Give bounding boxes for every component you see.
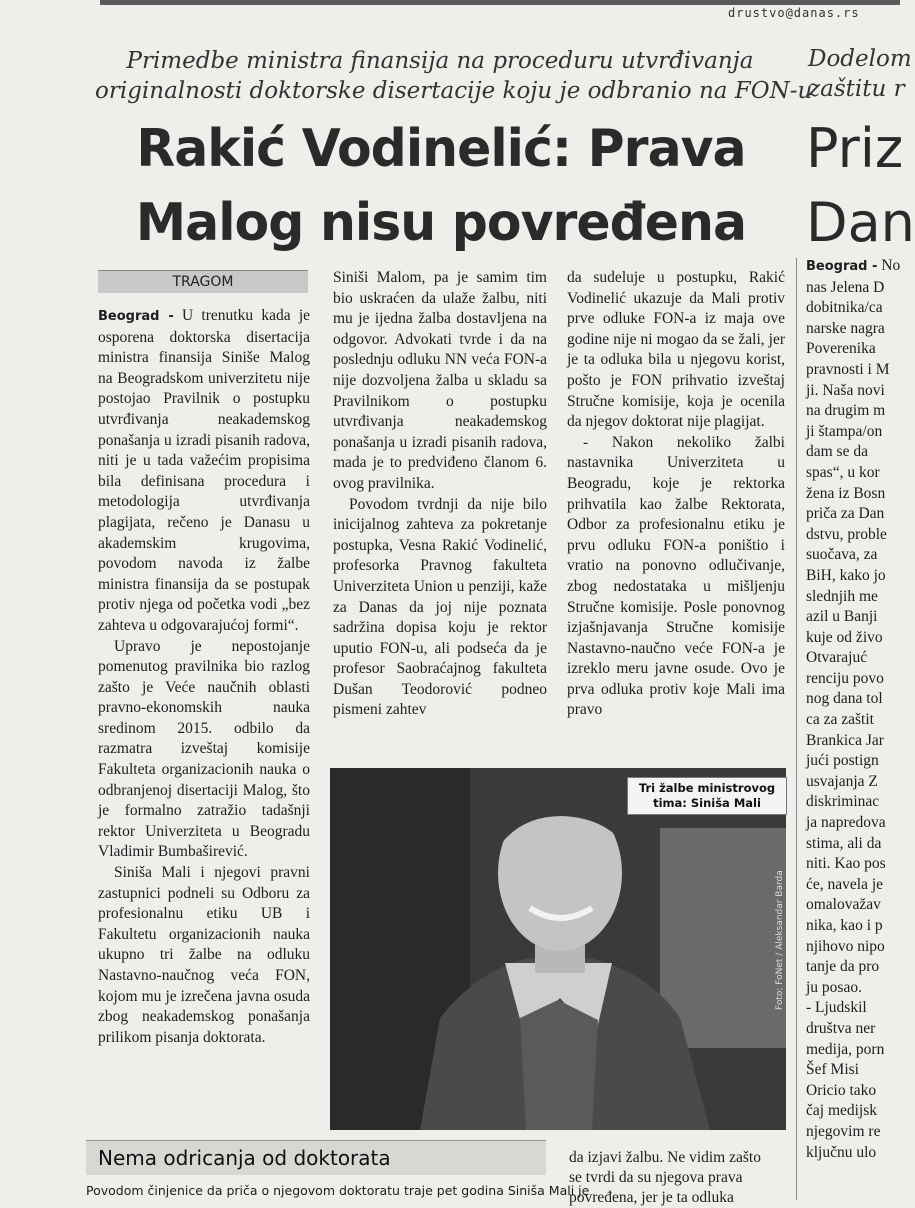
side-text-line: Otvarajuć — [806, 649, 868, 667]
article-photo — [330, 768, 786, 1130]
side-text-line: nika, kao i p — [806, 917, 883, 934]
paragraph: Siniša Mali i njegovi pravni zastupnici podneli su Odboru za profesionalnu etiku UB i Fakultetu organizacionih nauka ukupno tri žalbe na odluku Nastavno-naučnog veća FON, kojom mu je izrečena javna osuda zbog neakademskog ponašanja prilikom pisanja doktorata. — [98, 864, 310, 1046]
side-text-line: suočava, za — [806, 546, 878, 564]
article-column-2 — [333, 268, 547, 721]
side-text-line: čaj medijsk — [806, 1102, 878, 1120]
side-text-line: omalovažav — [806, 896, 881, 914]
side-text-line: žena iz Bosn — [806, 484, 886, 502]
article-kicker — [95, 46, 813, 106]
portrait-illustration — [330, 768, 786, 1130]
side-text-line: ji. Naša novi — [806, 381, 885, 399]
column-divider — [796, 258, 797, 1200]
paragraph — [98, 306, 310, 637]
side-text-line: društva ner — [806, 1019, 876, 1037]
side-text-line: jući postign — [806, 752, 879, 770]
paragraph: Upravo je nepostojanje pomenutog pravilnika bio razlog zašto je Veće naučnih oblasti pravno-ekonomskih nauka sredinom 2015. odbilo da razmatra izveštaj komisije Fakulteta organizacionih nauka o odbranjenoj disertaciji Malog, što je formalno zatražio tadašnji rektor Univerziteta u Beogradu Vladimir Bumbaširević. — [98, 637, 310, 861]
side-headline-line: Dan — [806, 191, 915, 254]
paragraph-text: U trenutku kada je osporena doktorska disertacija ministra finansija Siniše Malog na Beogradskom univerzitetu nije postojao Pravilnik o postupku utvrđivanja neakademskog ponašanja u izradi pisanih radova, niti je u tada važećim propisima bila definisana procedura i metodologija utvrđivanja plagijata, rečeno je Danasu u akademskim krugovima, povodom navoda iz žalbe ministra finansija da se postupak protiv njega od početka vodi „bez zahteva u odgovarajućoj formi“. — [98, 307, 311, 634]
side-text-line: narske nagra — [806, 319, 885, 337]
side-text-line: renciju povo — [806, 669, 884, 687]
article-column-3 — [567, 268, 785, 721]
section-email: drustvo@danas.rs — [728, 6, 860, 20]
side-article-kicker — [808, 44, 912, 104]
top-rule — [100, 0, 900, 5]
side-text-line: priča za Dan — [806, 505, 885, 523]
side-text-line: ja napredova — [806, 814, 886, 832]
side-text-line: Poverenika — [806, 340, 876, 358]
side-text-line: ji štampa/on — [806, 422, 883, 440]
side-text-line: tanje da pro — [806, 958, 880, 976]
box-subheading — [86, 1140, 546, 1175]
side-text-line: usvajanja Z — [806, 772, 878, 790]
text-line: se tvrdi da su njegova prava — [569, 1169, 743, 1186]
kicker-line: originalnosti doktorske disertacije koju je odbranio na FON-u — [95, 78, 813, 104]
side-text-line: niti. Kao pos — [806, 855, 886, 873]
article-column-1 — [98, 306, 310, 1048]
text-line: povređena, jer je ta odluka — [569, 1189, 734, 1206]
text-line: da izjavi žalbu. Ne vidim zašto — [569, 1149, 761, 1166]
side-article-headline — [806, 112, 915, 260]
side-article-column — [806, 256, 900, 1200]
side-text-line: spas“, u kor — [806, 463, 880, 481]
dateline: Beograd - — [98, 309, 174, 324]
side-dateline: Beograd - — [806, 259, 878, 274]
side-text-line: kuje od živo — [806, 628, 883, 646]
side-text-line: dobitnika/ca — [806, 299, 883, 317]
paragraph: da sudeluje u postupku, Rakić Vodinelić ukazuje da Mali protiv prve odluke FON-a iz maja ove godine nije ni mogao da se žali, jer je ta odluka bila u njegovu korist, pošto je FON prihvatio izveštaj Stručne komisije, koja je ocenila da njegov doktorat nije plagijat. — [567, 269, 785, 431]
side-text-line: stima, ali da — [806, 834, 882, 852]
side-text-line: Oricio tako — [806, 1081, 877, 1099]
side-text-line: će, navela je — [806, 875, 884, 893]
side-text-line: slednjih me — [806, 587, 878, 605]
side-text-line: nas Jelena D — [806, 278, 885, 296]
article-headline — [96, 112, 786, 260]
side-text-line: ključnu ulo — [806, 1143, 877, 1161]
subhead-text: Nema odricanja od doktorata — [98, 1146, 391, 1170]
side-text-line: ca za zaštit — [806, 711, 874, 729]
side-kicker-line: zaštitu r — [808, 76, 905, 102]
section-label: TRAGOM — [98, 270, 308, 293]
side-text-line: BiH, kako jo — [806, 566, 886, 584]
side-text-line: Brankica Jar — [806, 731, 884, 749]
side-text-line: pravnosti i M — [806, 360, 890, 378]
side-text-line: ju posao. — [806, 978, 862, 996]
side-text-line: nog dana tol — [806, 690, 883, 708]
photo-credit: Foto: FoNet / Aleksandar Barda — [775, 870, 785, 1010]
headline-line: Malog nisu povređena — [135, 193, 747, 253]
side-text-line: medija, porn — [806, 1040, 885, 1058]
paragraph: - Nakon nekoliko žalbi nastavnika Univerziteta u Beogradu, koje je rektorka prihvatila kao žalbe Rektorata, Odbor za profesionalnu etiku je prvu odluku FON-a poništio i vratio na ponovno odlučivanje, zbog nedostataka u mišljenju Stručne komisije. Posle ponovnog izjašnjavanja Stručne komisije Nastavno-naučno veće FON-a je izreklo meru javne osude. Ovo je prva odluka protiv koje Mali ima pravo — [567, 433, 785, 719]
side-text-line: na drugim m — [806, 402, 886, 420]
paragraph: Povodom tvrdnji da nije bilo inicijalnog zahteva za pokretanje postupka, Vesna Rakić Vodinelić, profesorka Pravnog fakulteta Univerziteta Union u penziji, kaže za Danas da joj nije poznata sadržina dopisa koju je rektor uputio FON-u, ali podseća da je profesor Saobraćajnog fakulteta Dušan Teodorović podneo pismeni zahtev — [333, 495, 547, 719]
side-text-line: dstvu, proble — [806, 525, 887, 543]
side-text-line: azil u Banji — [806, 608, 878, 626]
box-body-text: Povodom činjenice da priča o njegovom doktoratu traje pet godina Siniša Mali je — [86, 1183, 590, 1198]
side-text-line: njegovim re — [806, 1122, 881, 1140]
paragraph: Siniši Malom, pa je samim tim bio uskraćen da ulaže žalbu, niti mu je ijedna žalba dostavljena na odgovor. Advokati tvrde i da na poslednju odluku NN veća FON-a nije dozvoljena žalba u skladu sa Pravilnikom o postupku utvrđivanja neakademskog ponašanja u izradi pisanih radova, mada je to predviđeno članom 6. ovog pravilnika. — [333, 269, 547, 492]
side-text-line: - Ljudskil — [806, 999, 867, 1017]
side-first-line — [806, 256, 900, 278]
side-text-line: dam se da — [806, 443, 868, 461]
side-text-line: njihovo nipo — [806, 937, 885, 955]
article-column-3-continued — [569, 1148, 789, 1208]
side-text-line: diskriminac — [806, 793, 880, 811]
side-kicker-line: Dodelom — [808, 46, 912, 72]
side-text-line: Šef Misi — [806, 1061, 859, 1079]
photo-caption: Tri žalbe ministrovog tima: Siniša Mali — [627, 777, 787, 815]
side-headline-line: Priz — [806, 117, 904, 180]
headline-line: Rakić Vodinelić: Prava — [136, 119, 746, 179]
kicker-line: Primedbe ministra finansija na proceduru utvrđivanja — [126, 48, 754, 74]
side-text-line: No — [881, 257, 901, 274]
